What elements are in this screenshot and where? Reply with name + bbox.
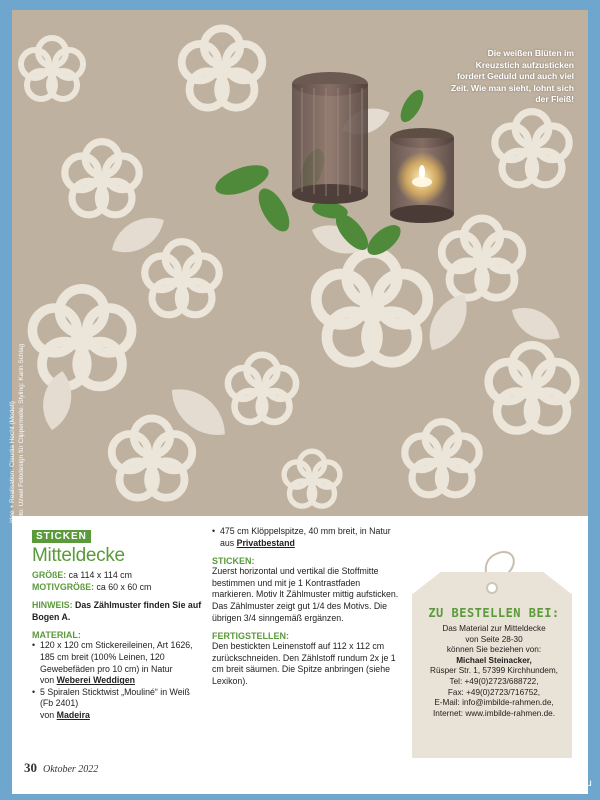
supplier-address: Rüsper Str. 1, 57399 Kirchhundem, xyxy=(430,666,558,676)
credit-line-2: Foto: Uzwel Fotodesign für Clippermelle. Styling: Karin Schlag xyxy=(17,343,25,523)
hint-text: Das Zählmuster finden Sie auf Bogen A. xyxy=(32,600,202,622)
list-item xyxy=(32,687,204,722)
supplier-email: E-Mail: info@imbilde-rahmen.de, xyxy=(434,698,554,708)
article-title: Mitteldecke xyxy=(32,545,125,566)
instructions-column-2 xyxy=(212,526,400,688)
finish-heading: FERTIGSTELLEN: xyxy=(212,631,289,642)
hint-label: HINWEIS: xyxy=(32,600,73,611)
material-heading: MATERIAL: xyxy=(32,630,81,641)
material-item-text: 475 cm Klöppelspitze, 40 mm breit, in Natur xyxy=(220,526,391,536)
material-source: Weberei Weddigen xyxy=(56,675,136,686)
issue-date: Oktober 2022 xyxy=(43,764,99,775)
motif-size-label: MOTIVGRÖßE: xyxy=(32,581,95,592)
material-list xyxy=(32,640,204,721)
size-value: ca 114 x 114 cm xyxy=(68,570,132,580)
page-number: 30 xyxy=(24,760,37,775)
magazine-page xyxy=(9,10,588,794)
supplier-name: Michael Steinacker, xyxy=(456,655,532,665)
tablecloth-photo xyxy=(9,10,588,523)
material-source: Madeira xyxy=(56,709,90,720)
tag-hole xyxy=(486,582,498,594)
order-line: von Seite 28-30 xyxy=(465,634,523,644)
order-title: ZU BESTELLEN BEI: xyxy=(428,606,560,620)
finish-text: Den bestickten Leinenstoff auf 112 x 112 cm zurückschneiden. Den Zählstoff rundum 2x je 1 cm breit säumen. Die Spitze anbringen (siehe Lexikon). xyxy=(212,641,396,686)
instructions-column-1 xyxy=(32,526,204,722)
list-item xyxy=(32,640,204,686)
order-line: Das Material zur Mitteldecke xyxy=(442,624,546,633)
supplier-phone: Tel: +49(0)2723/688722, xyxy=(449,676,539,686)
material-item-text: 5 Spiralen Sticktwist „Mouliné“ in Weiß (Fb 2401) xyxy=(40,686,190,709)
site-watermark: PassionForum.ru xyxy=(509,778,592,789)
stitch-text: Zuerst horizontal und vertikal die Stoffmitte bestimmen und mit je 1 Kontrastfaden markieren. Motiv lt Zählmuster mittig aufsticken. Das Zählmuster zeigt gut 1/4 des Motivs. Die übrigen 3/4 sinngemäß ergänzen. xyxy=(212,566,399,623)
supplier-website: Internet: www.imbilde-rahmen.de. xyxy=(433,708,555,718)
material-source: Privatbestand xyxy=(236,537,295,548)
stitch-heading: STICKEN: xyxy=(212,556,255,567)
order-details xyxy=(416,624,572,719)
material-from: aus xyxy=(220,537,235,548)
motif-size-value: ca 60 x 60 cm xyxy=(96,581,152,592)
order-line: können Sie beziehen von: xyxy=(446,645,542,655)
category-label: STICKEN xyxy=(32,530,91,543)
material-list-continued xyxy=(212,526,400,549)
photo-caption: Die weißen Blüten im Kreuzstich aufzusticken fordert Geduld und auch viel Zeit. Wie man sieht, lohnt sich der Fleiß! xyxy=(450,48,574,104)
size-label: GRÖßE: xyxy=(32,570,67,580)
list-item xyxy=(212,526,400,549)
page-footer xyxy=(24,760,98,776)
order-hang-tag xyxy=(412,546,572,758)
credit-line-1: Idee + Realisation: Claudia Hecht (Modell) xyxy=(9,401,16,523)
material-item-text: 120 x 120 cm Stickereileinen, Art 1626, 185 cm breit (100% Leinen, 120 Gewebefäden pro 10 cm) in Natur xyxy=(40,640,193,674)
photo-credit xyxy=(9,263,35,523)
material-from: von xyxy=(40,675,55,686)
supplier-fax: Fax: +49(0)2723/716752, xyxy=(447,687,541,697)
material-from: von xyxy=(40,709,55,720)
